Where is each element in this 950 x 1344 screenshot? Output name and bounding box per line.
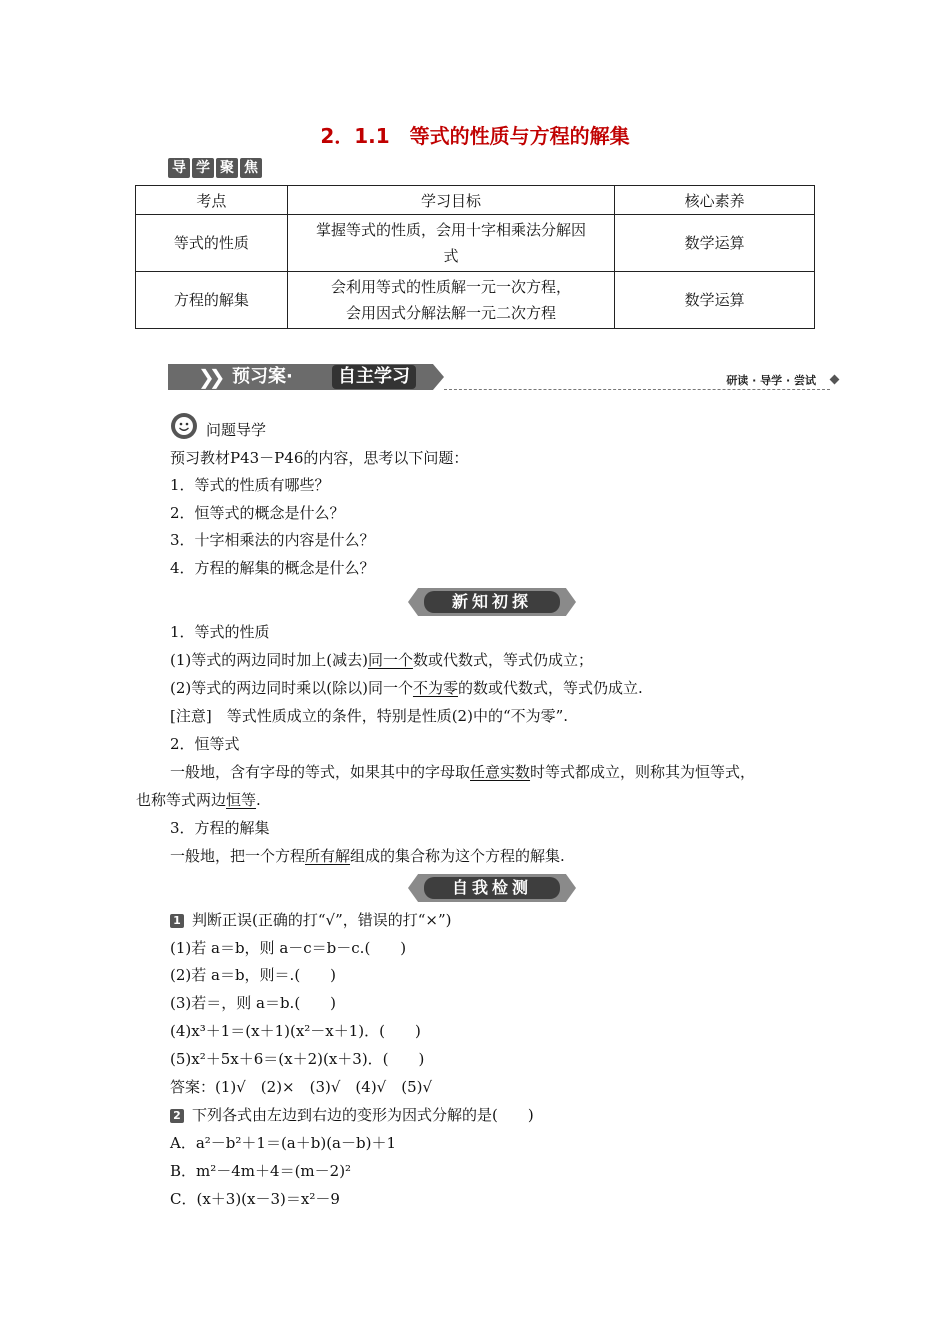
table-header-row (136, 186, 815, 215)
banner-label-highlight: 自主学习 (332, 365, 416, 389)
goal-line: 会用因式分解法解一元二次方程 (346, 304, 557, 322)
knowledge-paragraph (170, 846, 565, 866)
double-chevron-icon: ❯❯ (198, 365, 220, 389)
knowledge-heading: 2．恒等式 (170, 735, 240, 753)
cell-literacy: 数学运算 (615, 215, 815, 272)
cell-goal (287, 215, 615, 272)
preview-question: 2．恒等式的概念是什么？ (170, 504, 345, 522)
table-row (136, 215, 815, 272)
cell-literacy: 数学运算 (615, 272, 815, 329)
text: 也称等式两边 (136, 791, 227, 809)
badge-char: 聚 (216, 158, 238, 178)
question-number-badge: 2 (170, 1109, 184, 1123)
exercise-question (170, 1105, 534, 1125)
exercise-option: A．a²－b²＋1＝(a＋b)(a－b)＋1 (170, 1134, 396, 1152)
question-number-badge: 1 (170, 914, 184, 928)
text: (1)等式的两边同时加上(减去) (170, 651, 368, 669)
header-literacy: 核心素养 (615, 186, 815, 215)
text: 时等式都成立，则称其为恒等式， (530, 763, 756, 781)
preview-banner (168, 362, 838, 392)
exercise-item: (1)若 a＝b，则 a－c＝b－c.( ) (170, 939, 407, 957)
underlined-answer: 任意实数 (470, 763, 531, 781)
exercise-question (170, 910, 452, 930)
text: 一般地，含有字母的等式，如果其中的字母取 (170, 763, 471, 781)
answer-line: 答案：(1)√ (2)× (3)√ (4)√ (5)√ (170, 1078, 433, 1096)
section-title: 新知初探 (424, 591, 560, 613)
knowledge-paragraph (170, 650, 593, 670)
text: 一般地，把一个方程 (170, 847, 306, 865)
exercise-item: (2)若 a＝b，则＝.( ) (170, 966, 337, 984)
text: 组成的集合称为这个方程的解集. (350, 847, 565, 865)
preview-question: 3．十字相乘法的内容是什么？ (170, 531, 375, 549)
learning-goals-table (135, 185, 815, 329)
preview-question: 4．方程的解集的概念是什么？ (170, 559, 375, 577)
preview-heading: 问题导学 (206, 421, 267, 439)
knowledge-paragraph (170, 678, 643, 698)
knowledge-heading: 1．等式的性质 (170, 623, 270, 641)
exercise-option: B．m²－4m＋4＝(m－2)² (170, 1162, 352, 1180)
section-badge-self-check (408, 874, 576, 902)
knowledge-paragraph (170, 762, 755, 782)
daoxue-juji-badge (168, 158, 262, 178)
underlined-answer: 同一个 (367, 651, 413, 669)
text: 的数或代数式，等式仍成立. (457, 679, 643, 697)
header-topic: 考点 (136, 186, 288, 215)
goal-line: 掌握等式的性质，会用十字相乘法分解因 (316, 221, 587, 239)
banner-label: 预习案· (232, 366, 293, 387)
preview-intro: 预习教材P43－P46的内容，思考以下问题： (170, 449, 469, 467)
goal-line: 式 (443, 247, 459, 265)
underlined-answer: 恒等 (226, 791, 257, 809)
exercise-item: (5)x²＋5x＋6＝(x＋2)(x＋3)．( ) (170, 1050, 425, 1068)
table-row (136, 272, 815, 329)
header-goal: 学习目标 (287, 186, 615, 215)
cell-goal (287, 272, 615, 329)
diamond-icon (830, 375, 840, 385)
goal-line: 会利用等式的性质解一元一次方程， (331, 278, 572, 296)
badge-char: 导 (168, 158, 190, 178)
cell-topic: 方程的解集 (136, 272, 288, 329)
underlined-answer: 所有解 (305, 847, 351, 865)
preview-question: 1．等式的性质有哪些？ (170, 476, 330, 494)
knowledge-note: [注意] 等式性质成立的条件，特别是性质(2)中的“不为零”. (170, 707, 569, 725)
smiley-sun-icon (170, 412, 198, 440)
question-text: 下列各式由左边到右边的变形为因式分解的是( ) (192, 1106, 534, 1124)
knowledge-heading: 3．方程的解集 (170, 819, 270, 837)
badge-char: 焦 (240, 158, 262, 178)
badge-char: 学 (192, 158, 214, 178)
text: (2)等式的两边同时乘以(除以)同一个 (170, 679, 413, 697)
exercise-item: (4)x³＋1＝(x＋1)(x²－x＋1)．( ) (170, 1022, 421, 1040)
text: . (256, 791, 261, 809)
banner-dashed-line (444, 389, 830, 390)
section-title: 自我检测 (424, 877, 560, 899)
text: 数或代数式，等式仍成立； (412, 651, 593, 669)
cell-topic: 等式的性质 (136, 215, 288, 272)
exercise-item: (3)若＝，则 a＝b.( ) (170, 994, 337, 1012)
page-title: 2．1.1 等式的性质与方程的解集 (320, 124, 630, 148)
section-badge-new-knowledge (408, 588, 576, 616)
banner-right-text: 研读 · 导学 · 尝试 (726, 374, 816, 387)
question-text: 判断正误(正确的打“√”，错误的打“×”) (192, 911, 452, 929)
underlined-answer: 不为零 (412, 679, 458, 697)
knowledge-paragraph (136, 790, 261, 810)
exercise-option: C．(x＋3)(x－3)＝x²－9 (170, 1190, 340, 1208)
